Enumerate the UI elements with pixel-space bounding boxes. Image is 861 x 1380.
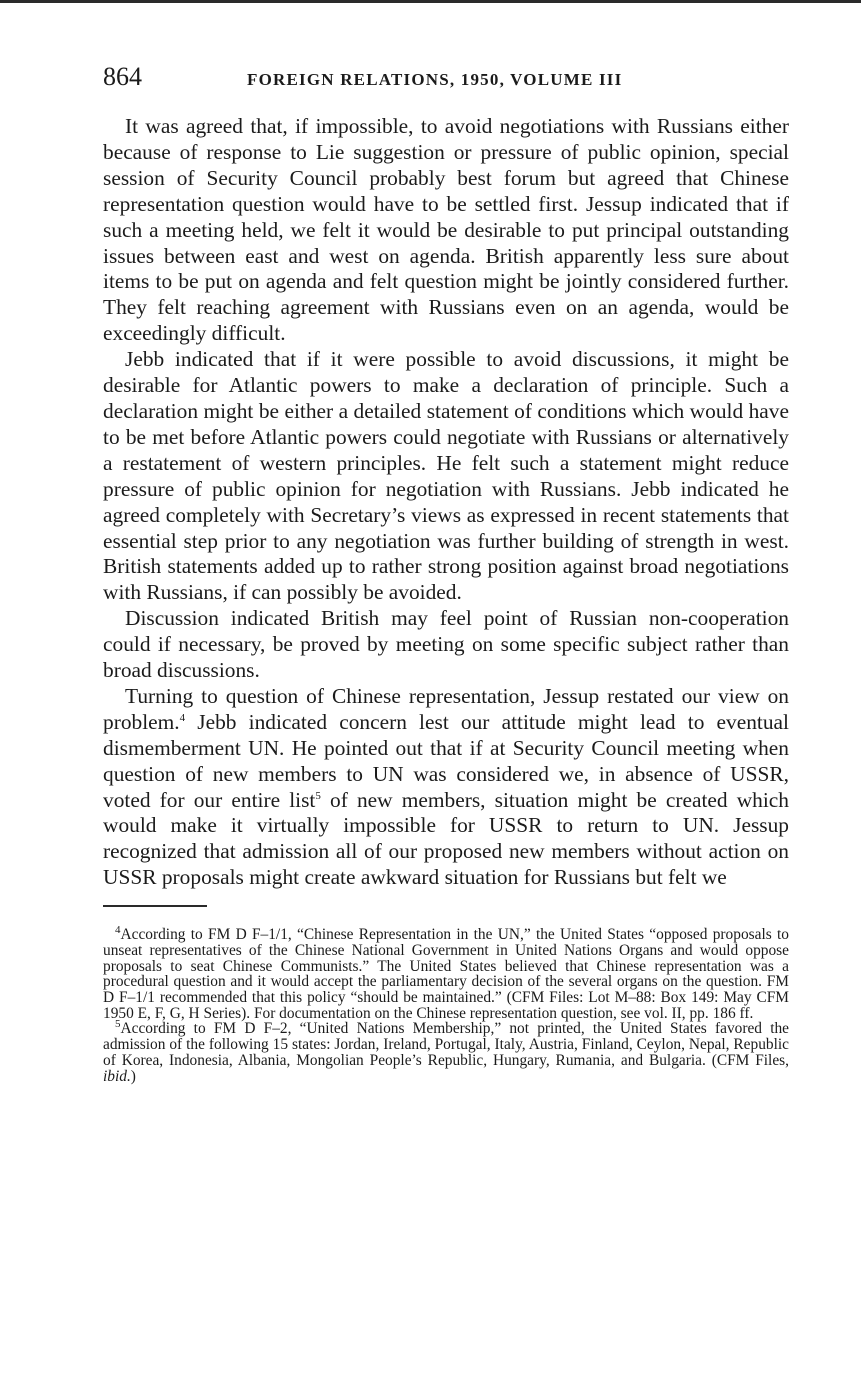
paragraph-4-part-a: Turning to question of Chinese representation, Jessup restated our view on problem. (103, 683, 789, 734)
page-number: 864 (103, 62, 142, 91)
body-text (103, 114, 789, 891)
footnote-5 (103, 1018, 789, 1085)
footnote-marker-4: 4 (115, 924, 121, 937)
paragraph-1: It was agreed that, if impossible, to avoid negotiations with Russians either because of response to Lie suggestion or pressure of public opinion, special session of Security Council probably best forum but agreed that Chinese representation question would have to be settled first. Jessup indicated that if such a meeting held, we felt it would be desirable to put principal outstanding issues between east and west on agenda. British apparently less sure about items to be put on agenda and felt question might be jointly considered further. They felt reaching agreement with Russians even on an agenda, would be exceedingly difficult. (103, 114, 789, 346)
paragraph-4-part-c: of new members, situation might be created which would make it virtually impossible for USSR to return to UN. Jessup recognized that admission all of our proposed new members without action on USSR proposals might create awkward situation for Russians but felt we (103, 787, 790, 890)
footnote-4-text: According to FM D F–1/1, “Chinese Representation in the UN,” the United States “opposed proposals to unseat representatives of the Chinese National Government in United Nations Organs and would oppose proposals to seat Chinese Communists.” The United States believed that Chinese representation was a procedural question and it would accept the parliamentary decision of the several organs on the question. FM D F–1/1 recommended that this policy “should be maintained.” (CFM Files: Lot M–88: Box 149: May CFM 1950 E, F, G, H Series). For documentation on the Chinese representation question, see vol. II, pp. 186 ff. (103, 926, 789, 1022)
running-head: FOREIGN RELATIONS, 1950, VOLUME III (247, 70, 623, 89)
paragraph-4-part-b: Jebb indicated concern lest our attitude might lead to eventual dismemberment UN. He pointed out that if at Security Council meeting when question of new members to UN was considered we, in absence of USSR, voted for our entire list (103, 709, 789, 812)
paragraph-3: Discussion indicated British may feel point of Russian non-cooperation could if necessary, be proved by meeting on some specific subject rather than broad discussions. (103, 606, 789, 683)
footnote-marker-5: 5 (115, 1018, 121, 1031)
footnote-ref-5[interactable]: 5 (315, 789, 321, 802)
footnote-ref-4[interactable]: 4 (179, 711, 186, 724)
footnote-5-ibid: ibid. (103, 1067, 131, 1085)
page-header (103, 60, 789, 100)
footnote-4 (103, 924, 789, 1022)
footnote-divider (103, 905, 207, 907)
footnotes (103, 924, 789, 1085)
document-page (103, 60, 789, 1084)
page-top-rule (0, 0, 861, 3)
footnote-5-tail: ) (130, 1067, 136, 1085)
paragraph-2: Jebb indicated that if it were possible to avoid discussions, it might be desirable for Atlantic powers to make a declaration of principle. Such a declaration might be either a detailed statement of conditions which would have to be met before Atlantic powers could negotiate with Russians or alternatively a restatement of western principles. He felt such a statement might reduce pressure of public opinion for negotiation with Russians. Jebb indicated he agreed completely with Secretary’s views as expressed in recent statements that essential step prior to any negotiation was further building of strength in west. British statements added up to rather strong position against broad negotiations with Russians, if can possibly be avoided. (103, 347, 789, 605)
paragraph-4 (103, 684, 789, 891)
footnote-5-text: According to FM D F–2, “United Nations Membership,” not printed, the United States favored the admission of the following 15 states: Jordan, Ireland, Portugal, Italy, Austria, Finland, Ceylon, Nepal, Republic of Korea, Indonesia, Albania, Mongolian People’s Republic, Hungary, Rumania, and Bulgaria. (CFM Files, (103, 1020, 789, 1069)
